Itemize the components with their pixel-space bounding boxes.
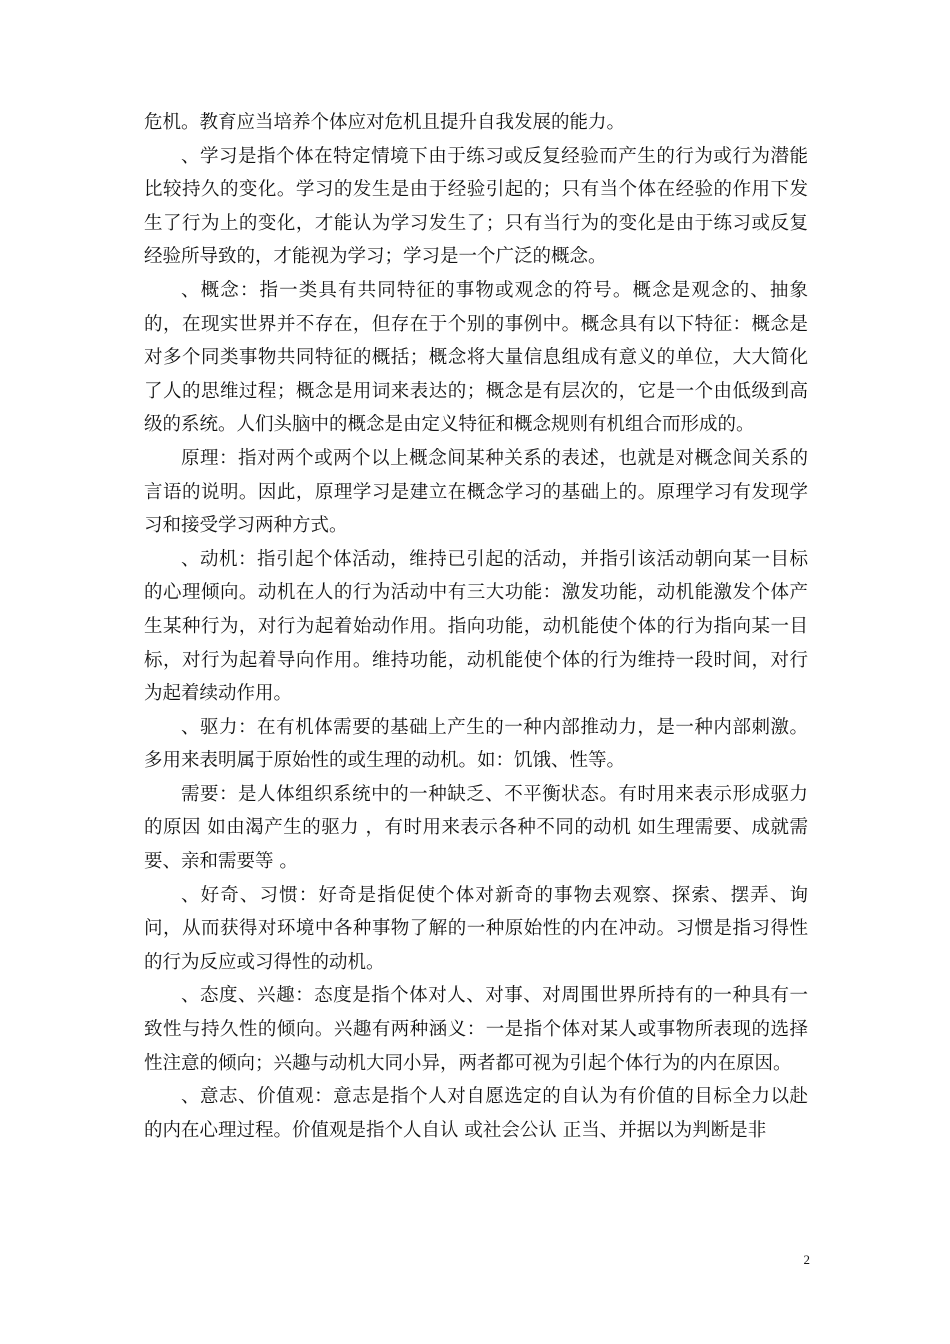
paragraph-curiosity-habit: 、好奇、习惯：好奇是指促使个体对新奇的事物去观察、探索、摆弄、询问，从而获得对环境中各种事物了解的一种原始性的内在冲动。习惯是指习得性的行为反应或习得性的动机。 [144,884,808,973]
paragraph-motivation: 、动机：指引起个体活动，维持已引起的活动，并指引该活动朝向某一目标的心理倾向。动机在人的行为活动中有三大功能：激发功能，动机能激发个体产生某种行为，对行为起着始动作用。指向功能，动机能使个体的行为指向某一目标，对行为起着导向作用。维持功能，动机能使个体的行为维持一段时间，对行为起着续动作用。 [144,548,808,705]
paragraph-attitude-interest: 、态度、兴趣：态度是指个体对人、对事、对周围世界所持有的一种具有一致性与持久性的倾向。兴趣有两种涵义：一是指个体对某人或事物所表现的选择性注意的倾向；兴趣与动机大同小异，两者都可视为引起个体行为的内在原因。 [144,985,808,1074]
paragraph-principle: 原理：指对两个或两个以上概念间某种关系的表述，也就是对概念间关系的言语的说明。因此，原理学习是建立在概念学习的基础上的。原理学习有发现学习和接受学习两种方式。 [144,447,808,537]
paragraph-drive: 、驱力：在有机体需要的基础上产生的一种内部推动力，是一种内部刺激。多用来表明属于原始性的或生理的动机。如：饥饿、性等。 [144,716,808,772]
paragraph-crisis: 危机。教育应当培养个体应对危机且提升自我发展的能力。 [144,112,626,133]
paragraph-will-values: 、意志、价值观：意志是指个人对自愿选定的自认为有价值的目标全力以赴的内在心理过程。价值观是指个人自认 或社会公认 正当、并据以为判断是非 [144,1086,808,1141]
page-number: 2 [803,1252,810,1267]
paragraph-concept: 、概念：指一类具有共同特征的事物或观念的符号。概念是观念的、抽象的，在现实世界并不存在，但存在于个别的事例中。概念具有以下特征：概念是对多个同类事物共同特征的概括；概念将大量信息组成有意义的单位，大大简化了人的思维过程；概念是用词来表达的；概念是有层次的，它是一个由低级到高级的系统。人们头脑中的概念是由定义特征和概念规则有机组合而形成的。 [144,279,808,436]
body-text [144,106,808,1147]
paragraph-learning: 、学习是指个体在特定情境下由于练习或反复经验而产生的行为或行为潜能比较持久的变化。学习的发生是由于经验引起的；只有当个体在经验的作用下发生了行为上的变化，才能认为学习发生了；只有当行为的变化是由于练习或反复经验所导致的，才能视为学习；学习是一个广泛的概念。 [144,145,808,268]
paragraph-need: 需要：是人体组织系统中的一种缺乏、不平衡状态。有时用来表示形成驱力的原因 如由渴产生的驱力 ，有时用来表示各种不同的动机 如生理需要、成就需要、亲和需要等 。 [144,783,808,873]
